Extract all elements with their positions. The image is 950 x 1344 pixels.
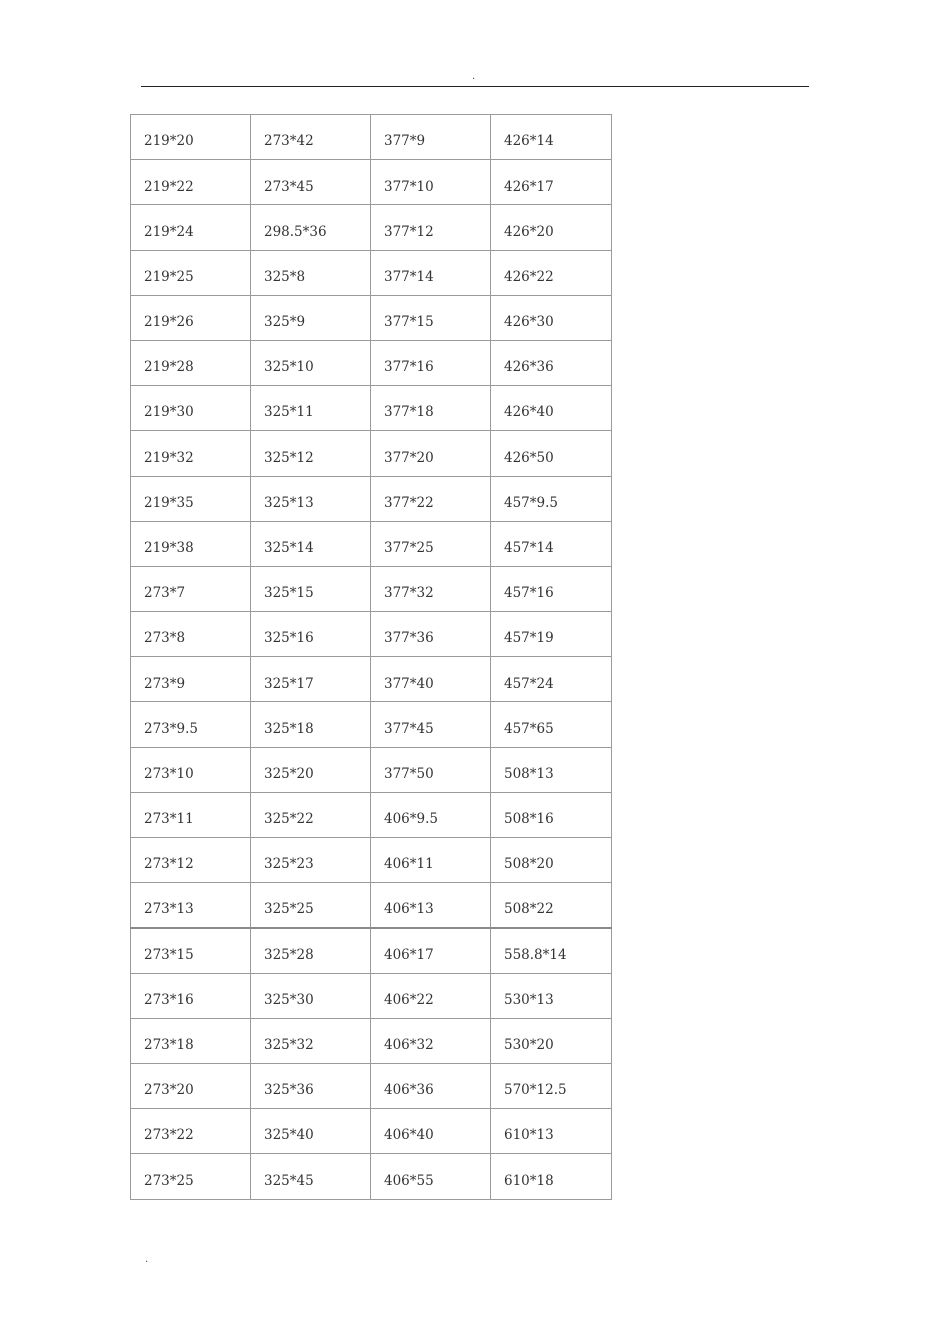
table-row: [131, 612, 612, 657]
table-row: [131, 250, 612, 295]
table-cell: 325*32: [251, 1018, 371, 1063]
table-cell: 570*12.5: [491, 1063, 612, 1108]
table-cell: 219*38: [131, 521, 251, 566]
table-cell: 426*50: [491, 431, 612, 476]
table-cell: 406*13: [371, 883, 491, 928]
table-cell: 426*40: [491, 386, 612, 431]
table-cell: 457*14: [491, 521, 612, 566]
table-row: [131, 160, 612, 205]
table-cell: 508*13: [491, 747, 612, 792]
table-cell: 325*14: [251, 521, 371, 566]
table-cell: 219*35: [131, 476, 251, 521]
table-cell: 377*25: [371, 521, 491, 566]
table-cell: 377*40: [371, 657, 491, 702]
table-cell: 426*14: [491, 115, 612, 160]
table-cell: 377*10: [371, 160, 491, 205]
table-cell: 325*16: [251, 612, 371, 657]
table-cell: 377*36: [371, 612, 491, 657]
table-cell: 273*16: [131, 973, 251, 1018]
table-cell: 426*17: [491, 160, 612, 205]
footer-mark: .: [145, 1254, 149, 1265]
table-cell: 273*45: [251, 160, 371, 205]
table-cell: 406*11: [371, 838, 491, 883]
table-cell: 610*13: [491, 1109, 612, 1154]
table-row: [131, 295, 612, 340]
pipe-size-table-body: [131, 115, 612, 1200]
table-cell: 508*20: [491, 838, 612, 883]
table-cell: 325*25: [251, 883, 371, 928]
table-cell: 273*8: [131, 612, 251, 657]
table-cell: 325*45: [251, 1154, 371, 1199]
table-row: [131, 1018, 612, 1063]
table-row: [131, 838, 612, 883]
table-cell: 558.8*14: [491, 928, 612, 973]
table-row: [131, 566, 612, 611]
table-row: [131, 476, 612, 521]
table-cell: 325*8: [251, 250, 371, 295]
table-cell: 457*65: [491, 702, 612, 747]
table-row: [131, 1154, 612, 1199]
table-cell: 273*18: [131, 1018, 251, 1063]
table-cell: 273*7: [131, 566, 251, 611]
table-cell: 325*12: [251, 431, 371, 476]
table-row: [131, 657, 612, 702]
table-cell: 377*12: [371, 205, 491, 250]
table-cell: 325*9: [251, 295, 371, 340]
table-cell: 377*50: [371, 747, 491, 792]
table-row: [131, 115, 612, 160]
table-cell: 273*22: [131, 1109, 251, 1154]
table-cell: 377*22: [371, 476, 491, 521]
table-cell: 426*20: [491, 205, 612, 250]
table-cell: 219*24: [131, 205, 251, 250]
table-cell: 457*24: [491, 657, 612, 702]
table-cell: 406*17: [371, 928, 491, 973]
table-cell: 273*15: [131, 928, 251, 973]
table-cell: 377*9: [371, 115, 491, 160]
table-cell: 273*13: [131, 883, 251, 928]
table-cell: 426*36: [491, 340, 612, 385]
table-cell: 406*36: [371, 1063, 491, 1108]
table-cell: 325*11: [251, 386, 371, 431]
table-cell: 219*25: [131, 250, 251, 295]
table-row: [131, 883, 612, 928]
header-mark: .: [472, 71, 476, 82]
table-cell: 325*23: [251, 838, 371, 883]
table-cell: 377*18: [371, 386, 491, 431]
table-row: [131, 431, 612, 476]
table-cell: 610*18: [491, 1154, 612, 1199]
table-cell: 325*22: [251, 792, 371, 837]
table-cell: 219*22: [131, 160, 251, 205]
table-cell: 406*40: [371, 1109, 491, 1154]
table-cell: 325*13: [251, 476, 371, 521]
table-cell: 406*32: [371, 1018, 491, 1063]
table-cell: 219*32: [131, 431, 251, 476]
pipe-size-table: [130, 114, 612, 1200]
header-rule: [141, 86, 809, 87]
table-cell: 530*13: [491, 973, 612, 1018]
table-cell: 273*9.5: [131, 702, 251, 747]
table-cell: 377*20: [371, 431, 491, 476]
table-cell: 273*12: [131, 838, 251, 883]
table-row: [131, 928, 612, 973]
table-cell: 325*20: [251, 747, 371, 792]
table-row: [131, 386, 612, 431]
table-cell: 426*30: [491, 295, 612, 340]
table-cell: 219*30: [131, 386, 251, 431]
table-cell: 219*26: [131, 295, 251, 340]
table-cell: 325*15: [251, 566, 371, 611]
table-cell: 325*30: [251, 973, 371, 1018]
table-row: [131, 702, 612, 747]
table-cell: 508*16: [491, 792, 612, 837]
table-cell: 406*55: [371, 1154, 491, 1199]
table-cell: 219*20: [131, 115, 251, 160]
table-cell: 457*9.5: [491, 476, 612, 521]
table-cell: 273*20: [131, 1063, 251, 1108]
table-cell: 406*22: [371, 973, 491, 1018]
table-cell: 508*22: [491, 883, 612, 928]
table-row: [131, 747, 612, 792]
table-cell: 377*15: [371, 295, 491, 340]
table-cell: 377*16: [371, 340, 491, 385]
table-cell: 325*18: [251, 702, 371, 747]
table-cell: 273*42: [251, 115, 371, 160]
table-cell: 273*25: [131, 1154, 251, 1199]
table-cell: 406*9.5: [371, 792, 491, 837]
table-cell: 325*28: [251, 928, 371, 973]
table-row: [131, 1063, 612, 1108]
table-cell: 457*19: [491, 612, 612, 657]
table-row: [131, 1109, 612, 1154]
table-row: [131, 340, 612, 385]
table-cell: 273*10: [131, 747, 251, 792]
table-cell: 325*10: [251, 340, 371, 385]
table-cell: 530*20: [491, 1018, 612, 1063]
table-row: [131, 521, 612, 566]
table-cell: 457*16: [491, 566, 612, 611]
table-cell: 219*28: [131, 340, 251, 385]
table-cell: 325*40: [251, 1109, 371, 1154]
table-cell: 426*22: [491, 250, 612, 295]
table-row: [131, 792, 612, 837]
table-cell: 273*11: [131, 792, 251, 837]
table-cell: 325*17: [251, 657, 371, 702]
table-cell: 325*36: [251, 1063, 371, 1108]
table-cell: 377*14: [371, 250, 491, 295]
table-row: [131, 205, 612, 250]
table-cell: 377*32: [371, 566, 491, 611]
table-cell: 273*9: [131, 657, 251, 702]
table-cell: 377*45: [371, 702, 491, 747]
table-cell: 298.5*36: [251, 205, 371, 250]
table-row: [131, 973, 612, 1018]
